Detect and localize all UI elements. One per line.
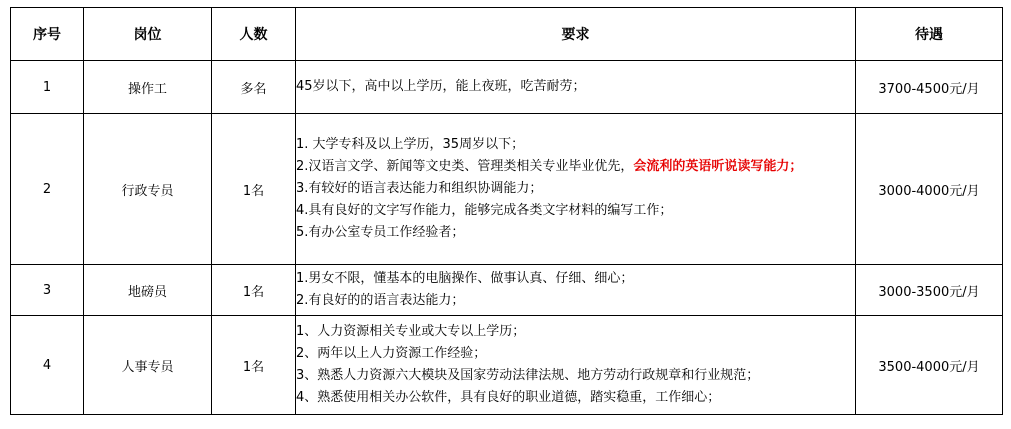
requirement-line: 3、熟悉人力资源六大模块及国家劳动法律法规、地方劳动行政规章和行业规范； bbox=[296, 368, 760, 383]
requirement-line: 2、两年以上人力资源工作经验； bbox=[296, 346, 487, 361]
requirement-line: 45岁以下，高中以上学历，能上夜班，吃苦耐劳； bbox=[296, 79, 586, 94]
cell-pay: 3700-4500元/月 bbox=[856, 61, 1003, 114]
requirement-text: 2.汉语言文学、新闻等文史类、管理类相关专业毕业优先， bbox=[296, 159, 634, 174]
requirement-highlight: 会流利的英语听说读写能力； bbox=[633, 159, 803, 174]
cell-position: 人事专员 bbox=[84, 316, 212, 415]
table-row bbox=[11, 316, 1003, 415]
cell-count: 1名 bbox=[212, 316, 296, 415]
cell-requirements bbox=[296, 114, 856, 265]
cell-count: 1名 bbox=[212, 114, 296, 265]
requirement-line: 5.有办公室专员工作经验者； bbox=[296, 225, 465, 240]
cell-count: 1名 bbox=[212, 265, 296, 316]
cell-requirements bbox=[296, 265, 856, 316]
requirement-line bbox=[296, 156, 855, 178]
cell-pay: 3000-4000元/月 bbox=[856, 114, 1003, 265]
cell-number: 4 bbox=[11, 316, 84, 415]
requirement-line: 1.男女不限，懂基本的电脑操作、做事认真、仔细、细心； bbox=[296, 271, 634, 286]
header-requirements: 要求 bbox=[296, 8, 856, 61]
requirement-line: 2.有良好的的语言表达能力； bbox=[296, 293, 465, 308]
cell-pay: 3500-4000元/月 bbox=[856, 316, 1003, 415]
header-position: 岗位 bbox=[84, 8, 212, 61]
header-number: 序号 bbox=[11, 8, 84, 61]
cell-requirements bbox=[296, 316, 856, 415]
header-pay: 待遇 bbox=[856, 8, 1003, 61]
cell-position: 地磅员 bbox=[84, 265, 212, 316]
cell-position: 操作工 bbox=[84, 61, 212, 114]
header-row bbox=[11, 8, 1003, 61]
cell-pay: 3000-3500元/月 bbox=[856, 265, 1003, 316]
cell-requirements bbox=[296, 61, 856, 114]
cell-number: 3 bbox=[11, 265, 84, 316]
requirement-line: 1. 大学专科及以上学历，35周岁以下； bbox=[296, 137, 525, 152]
cell-position: 行政专员 bbox=[84, 114, 212, 265]
requirement-line: 4.具有良好的文字写作能力，能够完成各类文字材料的编写工作； bbox=[296, 203, 673, 218]
recruitment-table bbox=[10, 7, 1003, 415]
header-count: 人数 bbox=[212, 8, 296, 61]
table-row bbox=[11, 265, 1003, 316]
requirement-line: 4、熟悉使用相关办公软件，具有良好的职业道德，踏实稳重，工作细心； bbox=[296, 390, 721, 405]
table-row bbox=[11, 114, 1003, 265]
requirement-line: 1、人力资源相关专业或大专以上学历； bbox=[296, 324, 526, 339]
cell-number: 2 bbox=[11, 114, 84, 265]
requirement-line: 3.有较好的语言表达能力和组织协调能力； bbox=[296, 181, 543, 196]
table-row bbox=[11, 61, 1003, 114]
cell-count: 多名 bbox=[212, 61, 296, 114]
cell-number: 1 bbox=[11, 61, 84, 114]
